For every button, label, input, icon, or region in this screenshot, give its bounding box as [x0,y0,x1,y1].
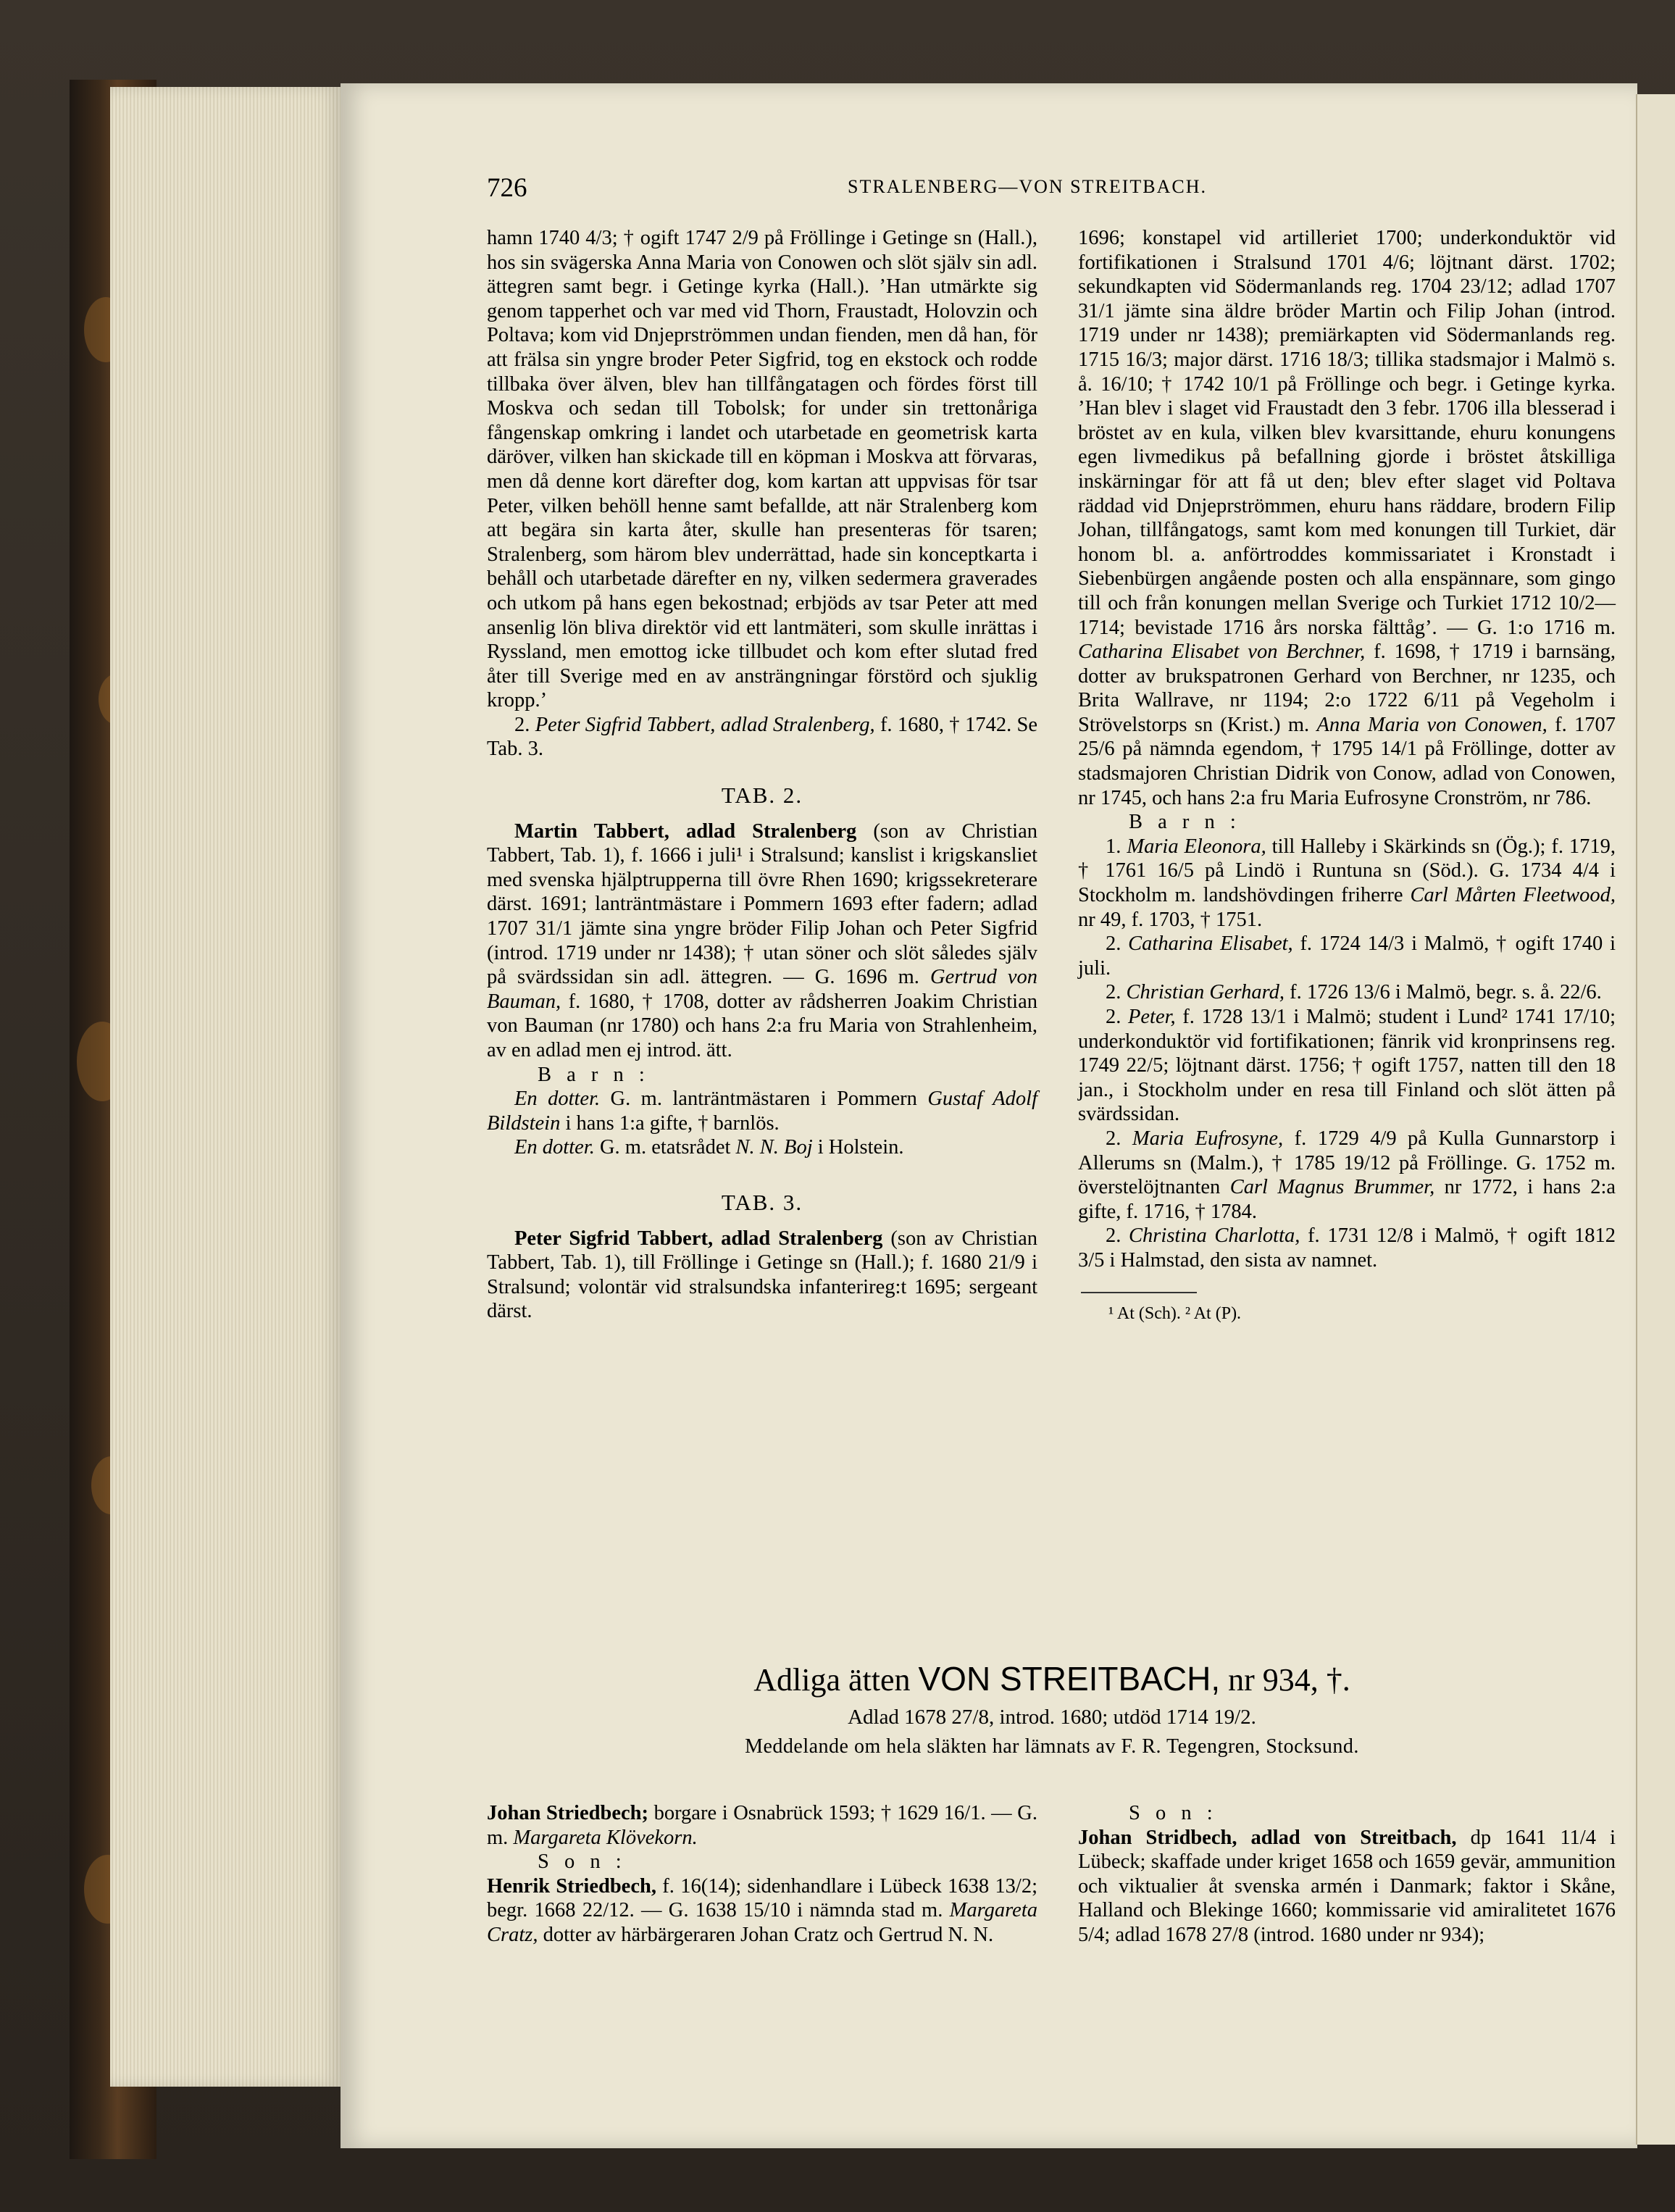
paragraph: 1696; konstapel vid artilleriet 1700; underkonduktör vid fortifikationen i Stralsund 1701 4/6; löjtnant därst. 1702; sekundkapten vid Södermanlands reg. 1704 23/12; adlad 1707 31/1 jämte sina äldre bröder Martin och Filip Johan (introd. 1719 under nr 1438); premiärkapten vid Södermanlands reg. 1715 16/3; major därst. 1716 18/3; tillika stadsmajor i Malmö s. å. 16/10; † 1742 10/1 på Fröllinge och begr. i Getinge kyrka. ’Han blev i slaget vid Fraustadt den 3 febr. 1706 illa blesserad i bröstet av en kula, vilken blev kvarsittande, ehuru konungens egen livmedikus på befallning gjorde i bröstet åtskilliga inskärningar för att få ut den; blev efter slaget vid Poltava räddad vid Dnjeprströmmen, ehuru hans räddare, brodern Filip Johan, tillfångatogs, samt kom med konungen till Turkiet, där honom bl. a. anförtroddes kommissariatet i Kronstadt i Siebenbürgen angående posten och alla enspännare, som gingo till och från konungen mellan Sverige och Turkiet 1712 10/2—1714; bevistade 1716 års norska fälttåg’. — G. 1:o 1716 m. Catharina Elisabet von Berchner, f. 1698, † 1719 i barnsäng, dotter av brukspatronen Gerhard von Berchner, nr 1235, och Brita Wallrave, nr 1194; 2:o 1722 6/11 på Vegeholm i Strövelstorps sn (Krist.) m. Anna Maria von Conowen, f. 1707 25/6 på nämnda egendom, † 1795 14/1 på Fröllinge, dotter av stadsmajoren Christian Didrik von Conow, adlad von Conowen, nr 1745, och hans 2:a fru Maria Eufrosyne Cronström, nr 786. [1078,227,1616,809]
child-entry: 2. Christina Charlotta, f. 1731 12/8 i Malmö, † ogift 1812 3/5 i Halmstad, den sista av namnet. [1078,1224,1616,1272]
child-entry: En dotter. G. m. lanträntmästaren i Pommern Gustaf Adolf Bildstein i hans 1:a gifte, † barnlös. [487,1088,1037,1135]
section-heading-tab2: TAB. 2. [721,782,803,809]
streitbach-heading [487,1659,1617,1758]
ancestor-entry: Henrik Striedbech, f. 16(14); sidenhandlare i Lübeck 1638 13/2; begr. 1668 22/12. — G. 1638 15/10 i nämnda stad m. Margareta Cratz, dotter av härbärgeraren Johan Cratz och Gertrud N. N. [487,1874,1037,1946]
child-entry: 1. Maria Eleonora, till Halleby i Skärkinds sn (Ög.); f. 1719, † 1761 16/5 på Lindö i Runtuna sn (Söd.). G. 1734 4/4 i Stockholm m. landshövdingen friherre Carl Mårten Fleetwood, nr 49, f. 1703, † 1751. [1078,835,1616,931]
tab3-entry: Peter Sigfrid Tabbert, adlad Stralenberg (son av Christian Tabbert, Tab. 1), till Fröllinge i Getinge sn (Hall.); f. 1680 21/9 i Stralsund; volontär vid stralsundska infanterireg:t 1695; sergeant därst. [487,1227,1037,1323]
page-edges [110,87,342,2087]
streitbach-left-column [487,1801,1037,1948]
entry-2: 2. Peter Sigfrid Tabbert, adlad Stralenberg, f. 1680, † 1742. Se Tab. 3. [487,713,1038,761]
running-title: STRALENBERG—VON STREITBACH. [848,176,1208,197]
streitbach-right-column [1078,1801,1616,1948]
child-entry: 2. Peter, f. 1728 13/1 i Malmö; student i Lund² 1741 17/10; underkonduktör vid fortifikationen; fänrik vid kronprinsens reg. 1749 22/5; löjtnant därst. 1756; † ogift 1757, natten till den 18 jan., i Stockholm under en resa till Finland och slöt ätten på svärdssidan. [1078,1006,1616,1126]
tab2-entry: Martin Tabbert, adlad Stralenberg (son av Christian Tabbert, Tab. 1), f. 1666 i juli¹ i Stralsund; kanslist i krigskansliet med svenska hjälptrupperna till övre Rhen 1690; krigssekreterare därst. 1691; lanträntmästare i Pommern 1693 efter fadern; adlad 1707 31/1 jämte sina yngre bröder Filip Johan och Peter Sigfrid (introd. 1719 under nr 1438); † utan söner och slöt således själv på svärdssidan sin adl. ättegren. — G. 1696 m. Gertrud von Bauman, f. 1680, † 1708, dotter av rådsherren Joakim Christian von Bauman (nr 1780) och hans 2:a fru Maria von Strahlenheim, av en adlad men ej introd. ätt. [487,819,1038,1061]
page-number: 726 [487,173,527,203]
facing-page-edge [1636,94,1675,2145]
family-title: Adliga ätten VON STREITBACH, nr 934, †. [753,1660,1350,1698]
footnotes: ¹ At (Sch). ² At (P). [1108,1303,1242,1323]
ancestor-entry: Johan Striedbech; borgare i Osnabrück 1593; † 1629 16/1. — G. m. Margareta Klövekorn. [487,1802,1037,1849]
family-source-note: Meddelande om hela släkten har lämnats av F. R. Tegengren, Stocksund. [745,1735,1359,1758]
children-label: B a r n : [538,1063,650,1086]
child-entry: 2. Maria Eufrosyne, f. 1729 4/9 på Kulla Gunnarstorp i Allerums sn (Malm.), † 1785 19/12 på Fröllinge. G. 1752 m. överstelöjtnanten Carl Magnus Brummer, nr 1772, i hans 2:a gifte, f. 1716, † 1784. [1078,1127,1616,1223]
section-heading-tab3: TAB. 3. [721,1189,803,1215]
ancestor-entry: Johan Stridbech, adlad von Streitbach, dp 1641 11/4 i Lübeck; skaffade under kriget 1658 och 1659 gevär, ammunition och viktualier åt svenska armén i Danmark; faktor i Skåne, Halland och Blekinge 1660; kommissarie vid amiralitetet 1676 5/4; adlad 1678 27/8 (introd. 1680 under nr 934); [1078,1826,1616,1946]
son-label: S o n : [538,1850,627,1874]
children-label: B a r n : [1129,811,1241,834]
child-entry: En dotter. G. m. etatsrådet N. N. Boj i Holstein. [514,1136,904,1159]
footnote-rule [1081,1292,1197,1293]
child-entry: 2. Catharina Elisabet, f. 1724 14/3 i Malmö, † ogift 1740 i juli. [1078,932,1616,980]
son-label: S o n : [1129,1802,1218,1824]
family-subtitle: Adlad 1678 27/8, introd. 1680; utdöd 1714 19/2. [848,1706,1256,1729]
left-column [487,226,1037,1324]
right-column [1078,226,1616,1326]
child-entry: 2. Christian Gerhard, f. 1726 13/6 i Malmö, begr. s. å. 22/6. [1106,981,1602,1004]
paragraph: hamn 1740 4/3; † ogift 1747 2/9 på Fröllinge i Getinge sn (Hall.), hos sin svägerska Anna Maria von Conowen och slöt själv sin adl. ättegren samt begr. i Getinge kyrka (Hall.). ’Han utmärkte sig genom tapperhet och var med vid Thorn, Fraustadt, Holovzin och Poltava; kom vid Dnjeprströmmen undan fienden, men då han, för att frälsa sin yngre broder Peter Sigfrid, tog en ekstock och rodde tillbaka över älven, blev han tillfångatagen och fördes först till Moskva och sedan till Tobolsk; for under sin trettonåriga fångenskap omkring i landet och utarbetade en geometrisk karta däröver, vilken han skickade till en köpman i Moskva att förvaras, men då denne kort därefter dog, kom kartan att uppvisas för tsar Peter, vilken behöll henne samt befallde, att när Stralenberg kom att begära sin karta åter, skulle han presenteras för tsaren; Stralenberg, som härom blev underrättad, hade sin konceptkarta i behåll och utarbetade därefter en ny, vilken sedermera graverades och utkom på hans egen bekostnad; erbjöds av tsar Peter att med ansenlig lön bliva direktör vid ett lantmäteri, som skulle inrättas i Ryssland, men emottog icke tillbudet och kom efter slutad fred åter till Sverige med en av ansträngningar förstörd och sjuklig kropp.’ [487,227,1037,712]
